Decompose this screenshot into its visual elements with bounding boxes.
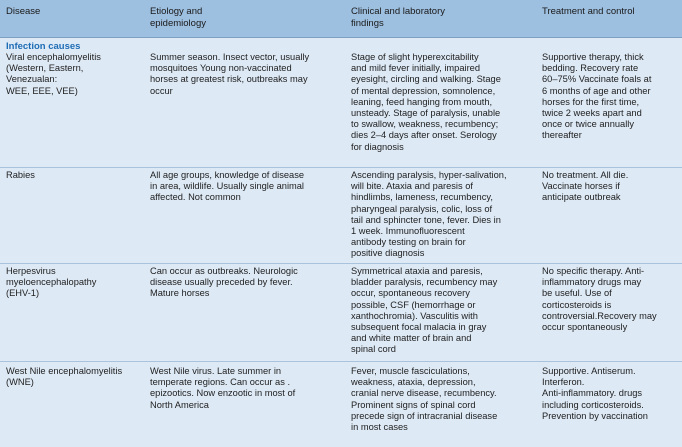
- table-header-row: [0, 0, 682, 38]
- row-4-etiology: West Nile virus. Late summer in temperate regions. Can occur as . epizootics. Now enzootic in most of North America: [150, 366, 296, 410]
- row-1-disease: Viral encephalomyelitis (Western, Eastern, Venezualan: WEE, EEE, VEE): [6, 52, 101, 96]
- row-2-clinical: Ascending paralysis, hyper-salivation, will bite. Ataxia and paresis of hindlimbs, lameness, recumbency, pharyngeal paralysis, colic, loss of tail and sphincter tone, fever. Dies in 1 week. Immunofluorescent antibody testing on brain for positive diagnosis: [351, 170, 507, 259]
- row-4-clinical: Fever, muscle fasciculations, weakness, ataxia, depression, cranial nerve disease, recumbency. Prominent signs of spinal cord precede sign of intracranial disease in most cases: [351, 366, 498, 433]
- row-4-treatment: Supportive. Antiserum. Interferon. Anti-inflammatory. drugs including corticosteroids. Prevention by vaccination: [542, 366, 648, 421]
- row-divider: [0, 361, 682, 362]
- row-3-clinical: Symmetrical ataxia and paresis, bladder paralysis, recumbency may occur, spontaneous recovery possible, CSF (hemorrhage or xanthochromia). Vasculitis with subsequent focal malacia in gray and white matter of brain and spinal cord: [351, 266, 498, 355]
- row-3-etiology: Can occur as outbreaks. Neurologic disease usually preceded by fever. Mature horses: [150, 266, 298, 299]
- row-divider: [0, 263, 682, 264]
- header-disease: Disease: [6, 6, 41, 17]
- section-title: Infection causes: [6, 41, 81, 52]
- row-4-disease: West Nile encephalomyelitis (WNE): [6, 366, 123, 388]
- header-etiology: Etiology and epidemiology: [150, 6, 206, 29]
- header-clinical: Clinical and laboratory findings: [351, 6, 445, 29]
- row-1-etiology: Summer season. Insect vector, usually mosquitoes Young non-vaccinated horses at greatest risk, outbreaks may occur: [150, 52, 310, 96]
- header-treatment: Treatment and control: [542, 6, 635, 17]
- row-1-clinical: Stage of slight hyperexcitability and mild fever initially, impaired eyesight, circling and walking. Stage of mental depression, somnolence, leaning, feed hanging from mouth, unsteady. Stage of paralysis, unable to swallow, weakness, recumbency; dies 2–4 days after onset. Serology for diagnosis: [351, 52, 501, 152]
- row-3-treatment: No specific therapy. Anti- inflammatory drugs may be useful. Use of corticosteroids is controversial.Recovery may occur spontaneously: [542, 266, 657, 333]
- row-1-treatment: Supportive therapy, thick bedding. Recovery rate 60–75% Vaccinate foals at 6 months of age and other horses for the first time, twice 2 weeks apart and once or twice annually thereafter: [542, 52, 652, 141]
- row-2-disease: Rabies: [6, 170, 35, 180]
- row-2-etiology: All age groups, knowledge of disease in area, wildlife. Usually single animal affected. Not common: [150, 170, 305, 203]
- row-2-treatment: No treatment. All die. Vaccinate horses if anticipate outbreak: [542, 170, 629, 203]
- row-divider: [0, 167, 682, 168]
- row-3-disease: Herpesvirus myeloencephalopathy (EHV-1): [6, 266, 97, 299]
